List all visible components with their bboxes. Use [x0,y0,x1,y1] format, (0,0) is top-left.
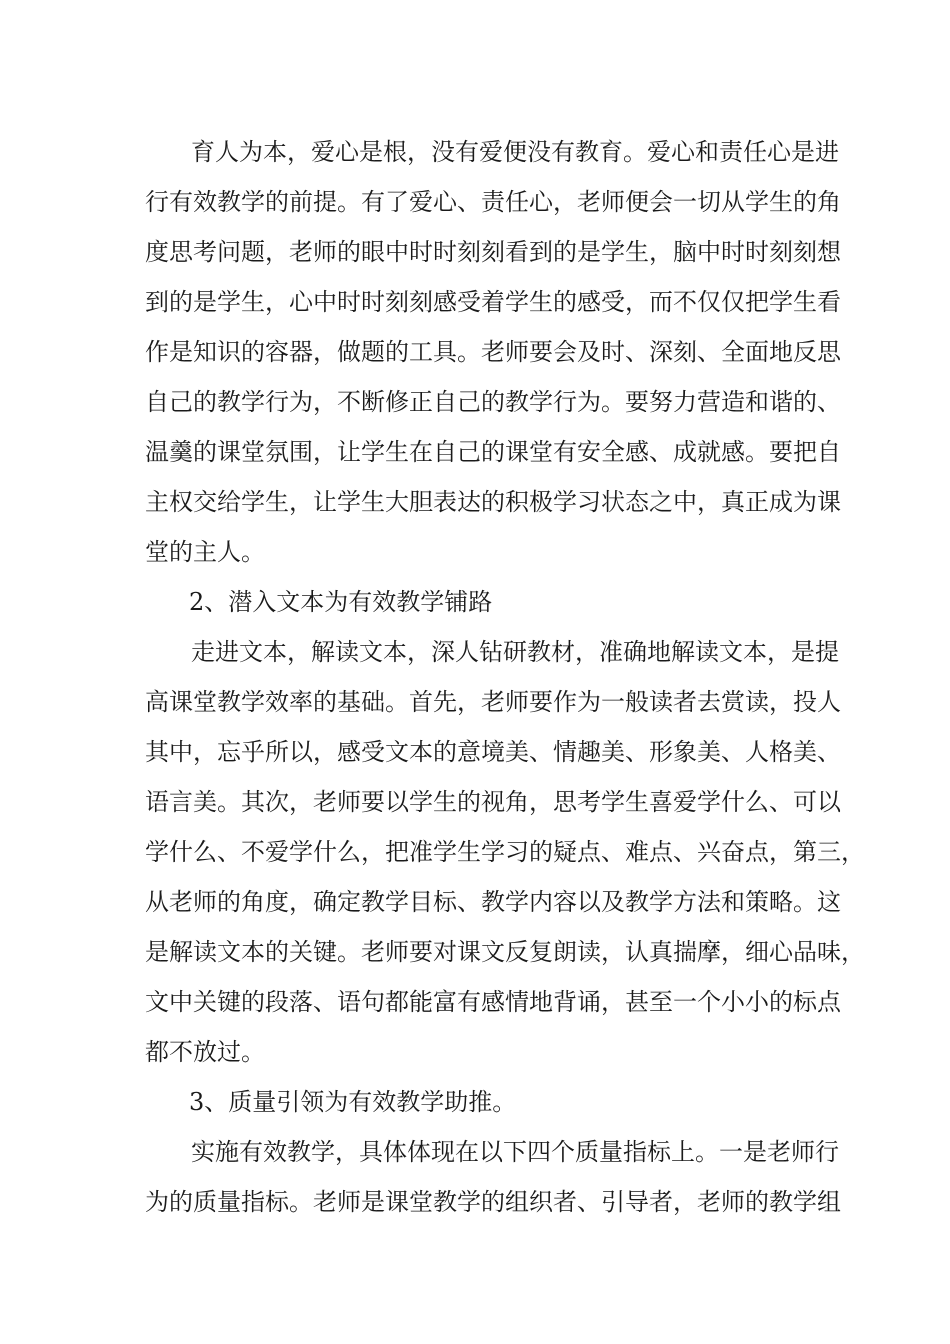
paragraph-2-line-5: 学什么、不爱学什么，把准学生学习的疑点、难点、兴奋点，第三， [145,838,865,866]
paragraph-1-line-3: 度思考问题，老师的眼中时时刻刻看到的是学生，脑中时时刻刻想 [145,238,841,266]
paragraph-1-line-7: 温羹的课堂氛围，让学生在自己的课堂有安全感、成就感。要把自 [145,438,841,466]
paragraph-2-line-2: 高课堂教学效率的基础。首先，老师要作为一般读者去赏读，投人 [145,688,841,716]
paragraph-2-line-3: 其中，忘乎所以，感受文本的意境美、情趣美、形象美、人格美、 [145,738,841,766]
paragraph-1-line-6: 自己的教学行为，不断修正自己的教学行为。要努力营造和谐的、 [145,388,841,416]
paragraph-2-line-1: 走进文本，解读文本，深人钻研教材，准确地解读文本，是提 [191,638,839,666]
paragraph-1-line-5: 作是知识的容器，做题的工具。老师要会及时、深刻、全面地反思 [145,338,841,366]
section-heading-2: 2、潜入文本为有效教学铺路 [189,588,493,616]
paragraph-1-line-2: 行有效教学的前提。有了爱心、责任心，老师便会一切从学生的角 [145,188,841,216]
paragraph-3-line-1: 实施有效教学，具体体现在以下四个质量指标上。一是老师行 [191,1138,839,1166]
paragraph-2-line-9: 都不放过。 [145,1038,265,1066]
paragraph-1-line-4: 到的是学生，心中时时刻刻感受着学生的感受，而不仅仅把学生看 [145,288,841,316]
paragraph-2-line-4: 语言美。其次，老师要以学生的视角，思考学生喜爱学什么、可以 [145,788,841,816]
paragraph-2-line-7: 是解读文本的关键。老师要对课文反复朗读，认真揣摩，细心品味， [145,938,865,966]
paragraph-3-line-2: 为的质量指标。老师是课堂教学的组织者、引导者，老师的教学组 [145,1188,841,1216]
paragraph-2-line-8: 文中关键的段落、语句都能富有感情地背诵，甚至一个小小的标点 [145,988,841,1016]
paragraph-2-line-6: 从老师的角度，确定教学目标、教学内容以及教学方法和策略。这 [145,888,841,916]
body-text [145,127,865,1227]
paragraph-1-line-9: 堂的主人。 [145,538,265,566]
paragraph-1-line-1: 育人为本，爱心是根，没有爱便没有教育。爱心和责任心是进 [191,138,839,166]
paragraph-1-line-8: 主权交给学生，让学生大胆表达的积极学习状态之中，真正成为课 [145,488,841,516]
section-heading-3: 3、质量引领为有效教学助推。 [189,1088,517,1116]
